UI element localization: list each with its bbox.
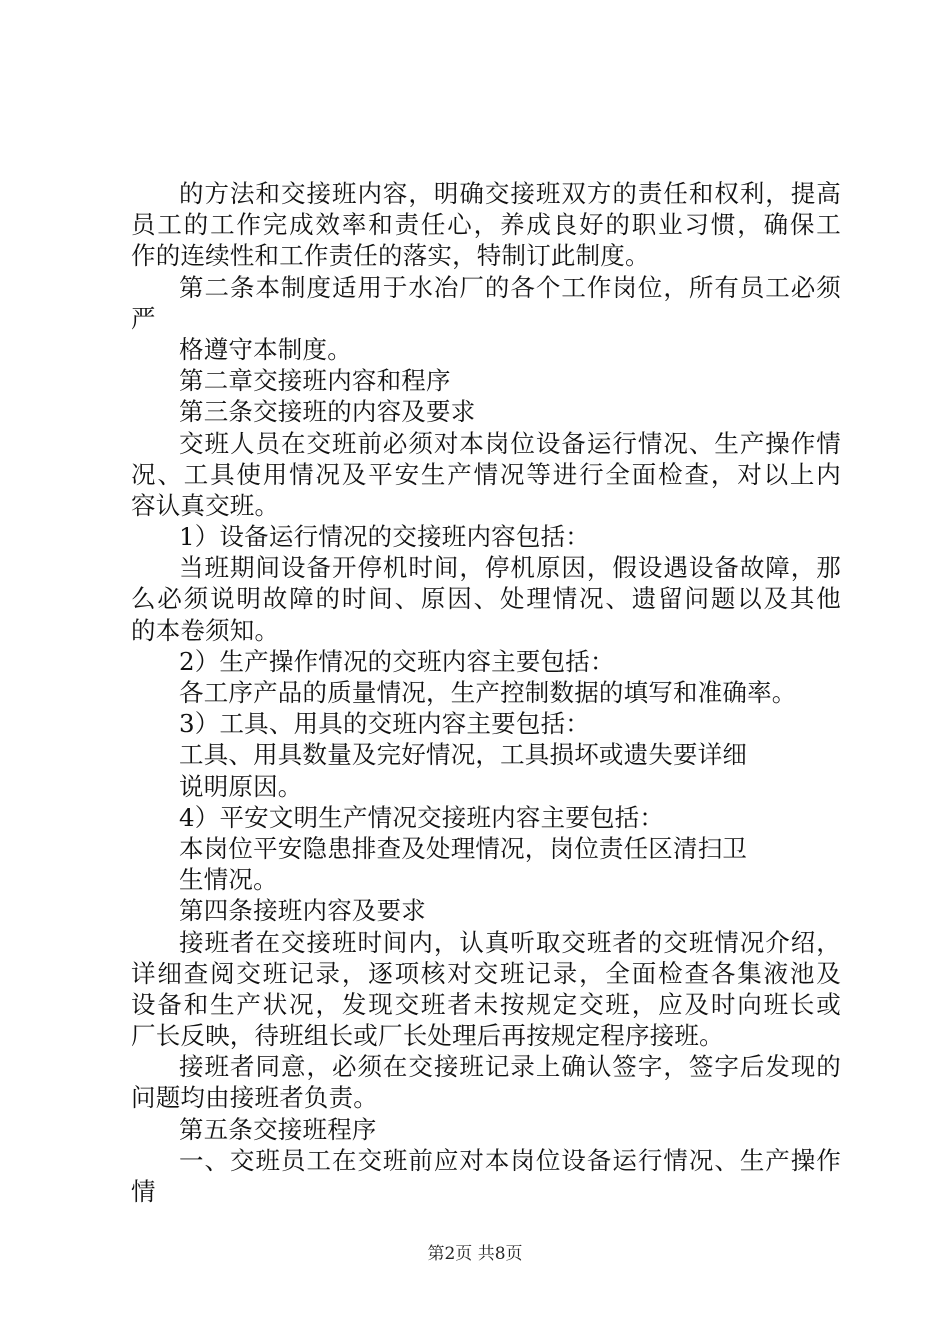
text-line: 格遵守本制度。 <box>179 334 352 364</box>
text-line: 第三条交接班的内容及要求 <box>179 397 476 427</box>
text-line: 设备和生产状况，发现交班者未按规定交班，应及时向班长或 <box>131 989 841 1019</box>
page-footer: 第2页 共8页 <box>427 1244 523 1264</box>
text-line: 各工序产品的质量情况，生产控制数据的填写和准确率。 <box>179 678 797 707</box>
text-line: 第二条本制度适用于水冶厂的各个工作岗位，所有员工必须 <box>179 272 841 302</box>
text-line: 2）生产操作情况的交班内容主要包括： <box>179 646 615 676</box>
text-line: 第五条交接班程序 <box>179 1114 377 1144</box>
text-line: 一、交班员工在交班前应对本岗位设备运行情况、生产操作 <box>179 1145 841 1175</box>
text-line: 1）设备运行情况的交接班内容包括： <box>179 522 590 552</box>
text-line: 说明原因。 <box>179 771 303 801</box>
text-line: 的方法和交接班内容，明确交接班双方的责任和权利，提高 <box>179 179 841 208</box>
text-line: 3）工具、用具的交班内容主要包括： <box>179 709 590 739</box>
document-body <box>131 178 841 1207</box>
text-line: 况、工具使用情况及平安生产情况等进行全面检查，对以上内 <box>131 459 841 489</box>
text-line: 工具、用具数量及完好情况，工具损坏或遗失要详细 <box>179 740 748 770</box>
text-line: 员工的工作完成效率和责任心，养成良好的职业习惯，确保工 <box>131 210 841 240</box>
text-line: 作的连续性和工作责任的落实，特制订此制度。 <box>131 241 650 271</box>
text-line: 接班者同意，必须在交接班记录上确认签字，签字后发现的 <box>179 1052 841 1082</box>
text-line: 情 <box>131 1177 156 1206</box>
text-line: 当班期间设备开停机时间，停机原因，假设遇设备故障，那 <box>179 553 841 583</box>
text-line: 么必须说明故障的时间、原因、处理情况、遗留问题以及其他 <box>131 584 841 614</box>
text-line: 本岗位平安隐患排查及处理情况，岗位责任区清扫卫 <box>179 833 748 863</box>
text-line: 容认真交班。 <box>131 490 280 520</box>
text-line: 第二章交接班内容和程序 <box>179 366 451 396</box>
text-line: 的本卷须知。 <box>131 615 280 645</box>
text-line: 生情况。 <box>179 865 278 895</box>
text-line: 详细查阅交班记录，逐项核对交班记录，全面检查各集液池及 <box>131 958 841 988</box>
text-line: 厂长反映，待班组长或厂长处理后再按规定程序接班。 <box>131 1021 724 1051</box>
text-line: 严 <box>131 303 156 333</box>
text-line: 接班者在交接班时间内，认真听取交班者的交班情况介绍， <box>179 927 841 957</box>
text-line: 交班人员在交班前必须对本岗位设备运行情况、生产操作情 <box>179 428 841 458</box>
text-line: 问题均由接班者负责。 <box>131 1083 378 1113</box>
text-line: 第四条接班内容及要求 <box>179 896 426 926</box>
text-line: 4）平安文明生产情况交接班内容主要包括： <box>179 802 665 832</box>
